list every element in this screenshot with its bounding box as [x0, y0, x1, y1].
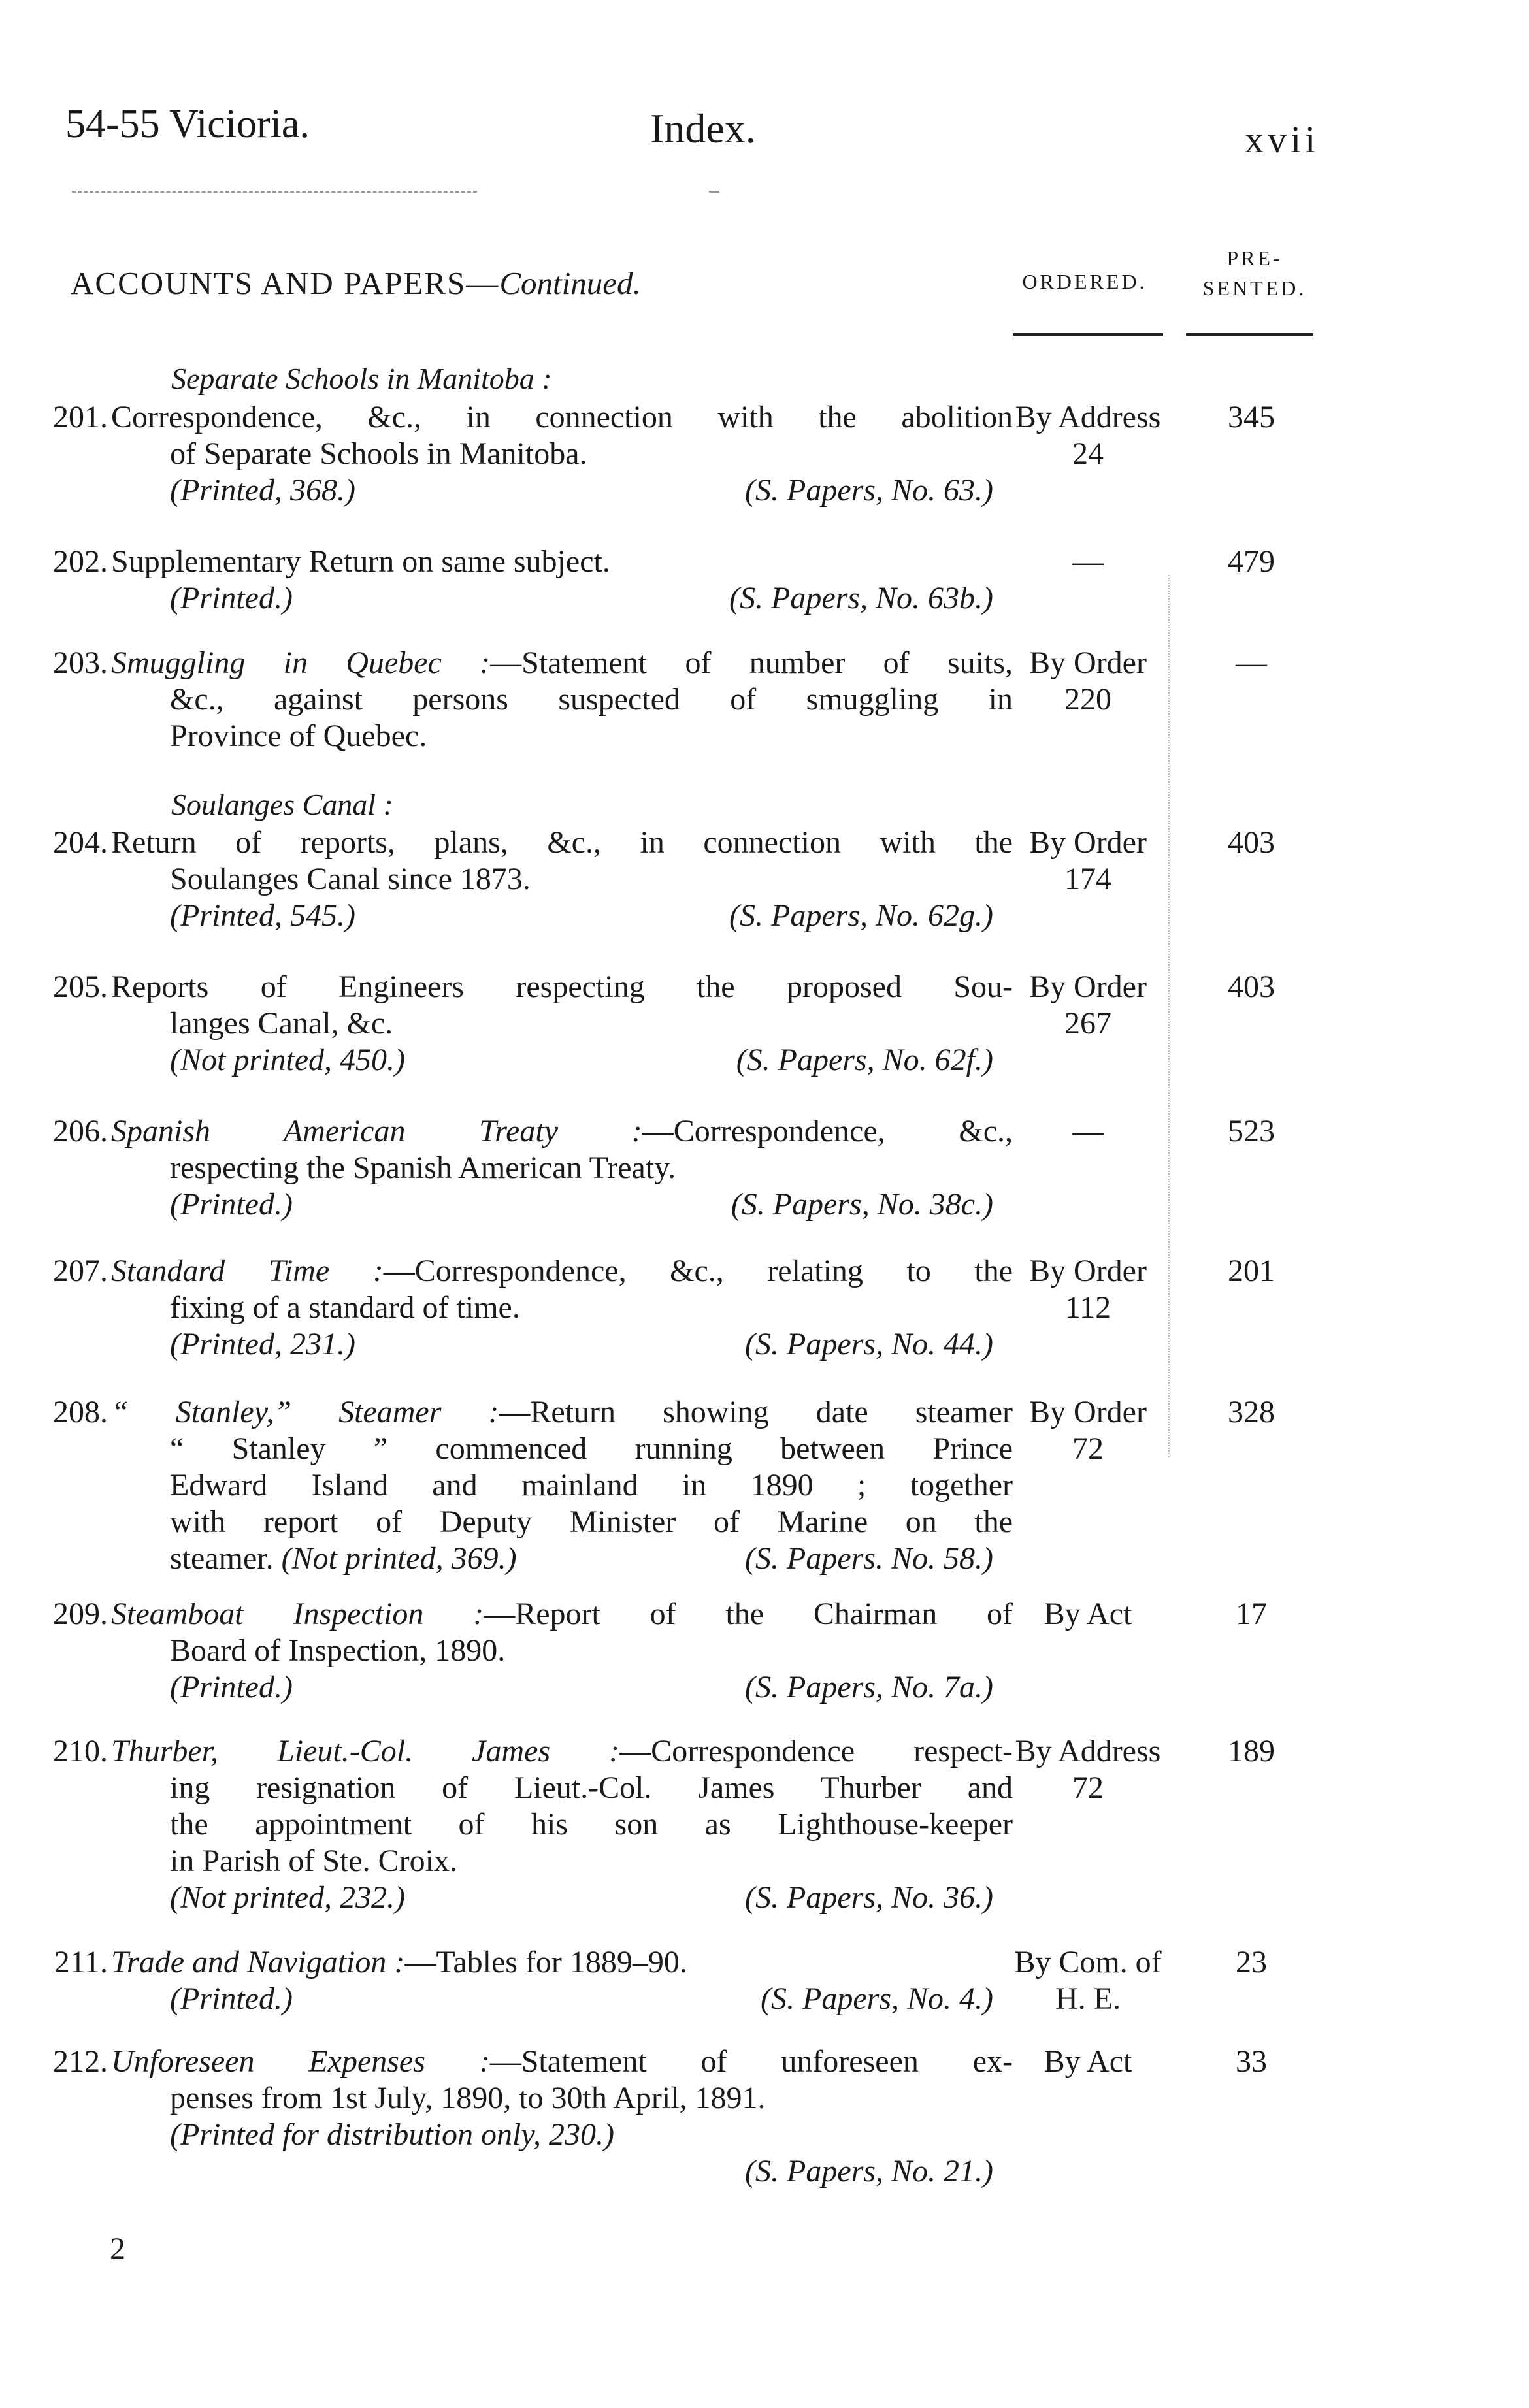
- sessional-paper-ref: (S. Papers, No. 44.): [745, 1327, 993, 1361]
- ordered-number: 24: [1072, 436, 1104, 471]
- section-title-continued: Continued.: [499, 265, 641, 301]
- ordered-number: 267: [1064, 1006, 1111, 1041]
- entry-subject: Smuggling in Quebec :: [111, 645, 491, 680]
- printed-note-text: (Printed.): [170, 581, 293, 615]
- presented-value: 479: [1228, 544, 1275, 579]
- entry-subject: Unforeseen Expenses :: [111, 2044, 490, 2079]
- header-rule: [72, 191, 477, 193]
- presented-value: 345: [1228, 400, 1275, 434]
- entry-number: 212.: [53, 2044, 108, 2079]
- ordered-by: By Com. of: [1014, 1945, 1162, 1979]
- entry-number: 203.: [53, 645, 108, 680]
- sessional-paper-ref: (S. Papers, No. 62f.): [736, 1043, 993, 1077]
- ordered-by: By Order: [1029, 1395, 1147, 1429]
- entry-number: 204.: [53, 825, 108, 860]
- entry-line-text: —Correspondence respect-: [619, 1734, 1013, 1768]
- running-header-title: Index.: [650, 105, 756, 152]
- column-header-presented-line1: PRE-: [1226, 246, 1283, 270]
- column-header-presented-line2: SENTED.: [1202, 276, 1307, 300]
- entry-line: [111, 1540, 1013, 1577]
- presented-value: 17: [1236, 1597, 1267, 1631]
- entry-subject: Spanish American Treaty :: [111, 1114, 642, 1148]
- printed-note-text: (Printed.): [170, 1981, 293, 2016]
- entry-line: [111, 1733, 1013, 1770]
- entry-line-text: —Statement of number of suits,: [490, 645, 1013, 680]
- ordered-number: 174: [1064, 862, 1111, 896]
- entry-line: Edward Island and mainland in 1890 ; together: [170, 1468, 1013, 1503]
- entry-line-text: —Report of the Chairman of: [484, 1597, 1013, 1631]
- sessional-paper-ref: (S. Papers, No. 38c.): [731, 1187, 993, 1222]
- column-header-ordered: ORDERED.: [1022, 270, 1147, 293]
- entry-printed-note: (Printed for distribution only, 230.): [170, 2117, 614, 2152]
- entry-line: [111, 2043, 1013, 2080]
- entry-line-text: —Tables for 1889–90.: [404, 1945, 687, 1979]
- page-number-roman: xvii: [1245, 118, 1320, 161]
- signature-mark: 2: [110, 2232, 125, 2266]
- entry-line: [111, 1596, 1013, 1633]
- entry-line: the appointment of his son as Lighthouse-keeper: [170, 1807, 1013, 1842]
- entry-subject: Standard Time :: [111, 1254, 384, 1288]
- entry-line: of Separate Schools in Manitoba.: [170, 436, 587, 471]
- entry-number: 202.: [53, 544, 108, 579]
- sessional-paper-ref: (S. Papers, No. 4.): [761, 1981, 993, 2016]
- ordered-by: By Address: [1015, 400, 1161, 434]
- entry-number: 201.: [53, 400, 108, 434]
- entry-number: 210.: [53, 1734, 108, 1768]
- entry-printed-note: [111, 1186, 1013, 1223]
- ordered-number: 220: [1064, 682, 1111, 717]
- presented-value: —: [1236, 645, 1267, 680]
- entry-printed-note: [111, 898, 1013, 934]
- printed-note-text: (Printed.): [170, 1187, 293, 1222]
- entry-printed-note: [111, 472, 1013, 509]
- sessional-paper-ref: (S. Papers, No. 63b.): [729, 581, 993, 615]
- running-header-left: 54-55 Vicioria.: [65, 102, 310, 146]
- entry-line: Board of Inspection, 1890.: [170, 1633, 506, 1668]
- section-title: [71, 265, 641, 302]
- entry-line-text: —Correspondence, &c.,: [642, 1114, 1013, 1148]
- entry-line-text: steamer.: [170, 1541, 274, 1576]
- ordered-number: H. E.: [1055, 1981, 1121, 2016]
- presented-value: 33: [1236, 2044, 1267, 2079]
- entry-subject: “ Stanley,” Steamer :: [111, 1395, 499, 1429]
- entry-line: [111, 1253, 1013, 1290]
- presented-value: 403: [1228, 825, 1275, 860]
- entry-paper-line: [111, 2153, 1013, 2190]
- column-rule-presented: [1186, 333, 1313, 336]
- printed-note-text: (Not printed, 450.): [170, 1043, 405, 1077]
- sessional-paper-ref: (S. Papers, No. 63.): [745, 473, 993, 508]
- presented-value: 523: [1228, 1114, 1275, 1148]
- entry-number: 208.: [53, 1395, 108, 1429]
- ordered-number: 72: [1072, 1431, 1104, 1466]
- column-header-presented: [1189, 243, 1320, 303]
- entry-line-text: —Statement of unforeseen ex-: [489, 2044, 1013, 2079]
- sessional-paper-ref: (S. Papers, No. 7a.): [745, 1670, 993, 1704]
- entry-printed-note: [111, 1042, 1013, 1079]
- presented-value: 23: [1236, 1945, 1267, 1979]
- entry-number: 207.: [53, 1254, 108, 1288]
- entry-line: Soulanges Canal since 1873.: [170, 862, 531, 896]
- entry-line: Return of reports, plans, &c., in connection with the: [111, 825, 1013, 860]
- ordered-by: By Act: [1044, 1597, 1132, 1631]
- ordered-number: 112: [1064, 1290, 1111, 1325]
- entry-number: 205.: [53, 969, 108, 1004]
- entry-line: [111, 1944, 1013, 1981]
- subhead-soulanges-canal: Soulanges Canal :: [171, 788, 393, 821]
- entry-line: with report of Deputy Minister of Marine on the: [170, 1505, 1013, 1539]
- printed-note-text: (Printed, 545.): [170, 898, 355, 933]
- entry-printed-note: [111, 1669, 1013, 1706]
- entry-subject: Thurber, Lieut.-Col. James :: [111, 1734, 620, 1768]
- column-rule-ordered: [1013, 333, 1163, 336]
- ordered-by: —: [1072, 544, 1104, 579]
- entry-line: in Parish of Ste. Croix.: [170, 1844, 457, 1878]
- entry-number: 206.: [53, 1114, 108, 1148]
- entry-line: Correspondence, &c., in connection with the abolition: [111, 400, 1013, 434]
- entry-line: “ Stanley ” commenced running between Prince: [170, 1431, 1013, 1466]
- printed-note-text: (Printed, 231.): [170, 1327, 355, 1361]
- entry-number: 209.: [53, 1597, 108, 1631]
- entry-line: Province of Quebec.: [170, 719, 427, 753]
- sessional-paper-ref: (S. Papers. No. 58.): [745, 1541, 993, 1576]
- header-rule-mark: [709, 191, 719, 193]
- ordered-by: —: [1072, 1114, 1104, 1148]
- entry-line-text: —Correspondence, &c., relating to the: [383, 1254, 1013, 1288]
- printed-note-text: (Not printed, 232.): [170, 1880, 405, 1915]
- entry-line: Reports of Engineers respecting the proposed Sou-: [111, 969, 1013, 1004]
- presented-value: 201: [1228, 1254, 1275, 1288]
- entry-subject: Steamboat Inspection :: [111, 1597, 484, 1631]
- entry-line: langes Canal, &c.: [170, 1006, 393, 1041]
- entry-line: penses from 1st July, 1890, to 30th April, 1891.: [170, 2081, 766, 2115]
- sessional-paper-ref: (S. Papers, No. 21.): [745, 2154, 993, 2188]
- entry-subject: Trade and Navigation :: [111, 1945, 405, 1979]
- entry-line-text: —Return showing date steamer: [499, 1395, 1013, 1429]
- sessional-paper-ref: (S. Papers, No. 62g.): [729, 898, 993, 933]
- presented-value: 189: [1228, 1734, 1275, 1768]
- printed-note-text: (Not printed, 369.): [281, 1541, 517, 1576]
- entry-number: 211.: [54, 1945, 108, 1979]
- entry-line: &c., against persons suspected of smuggling in: [170, 682, 1013, 717]
- ordered-by: By Order: [1029, 825, 1147, 860]
- entry-line: [111, 645, 1013, 681]
- subhead-separate-schools: Separate Schools in Manitoba :: [171, 362, 552, 395]
- entry-line: [111, 1394, 1013, 1431]
- entry-line: fixing of a standard of time.: [170, 1290, 520, 1325]
- sessional-paper-ref: (S. Papers, No. 36.): [745, 1880, 993, 1915]
- entry-line: Supplementary Return on same subject.: [111, 544, 610, 579]
- ordered-number: 72: [1072, 1770, 1104, 1805]
- entry-printed-note: [111, 580, 1013, 617]
- entry-line: [111, 1113, 1013, 1150]
- presented-value: 328: [1228, 1395, 1275, 1429]
- entry-printed-note: [111, 1879, 1013, 1916]
- printed-note-text: (Printed, 368.): [170, 473, 355, 508]
- ordered-by: By Order: [1029, 645, 1147, 680]
- ordered-by: By Order: [1029, 969, 1147, 1004]
- presented-value: 403: [1228, 969, 1275, 1004]
- entry-line: ing resignation of Lieut.-Col. James Thurber and: [170, 1770, 1013, 1805]
- entry-printed-note: [111, 1326, 1013, 1363]
- entry-line: respecting the Spanish American Treaty.: [170, 1150, 676, 1185]
- section-title-main: ACCOUNTS AND PAPERS—: [71, 265, 500, 301]
- ordered-by: By Act: [1044, 2044, 1132, 2079]
- printed-note-text: (Printed.): [170, 1670, 293, 1704]
- ordered-by: By Address: [1015, 1734, 1161, 1768]
- ordered-by: By Order: [1029, 1254, 1147, 1288]
- entry-printed-note: [111, 1981, 1013, 2017]
